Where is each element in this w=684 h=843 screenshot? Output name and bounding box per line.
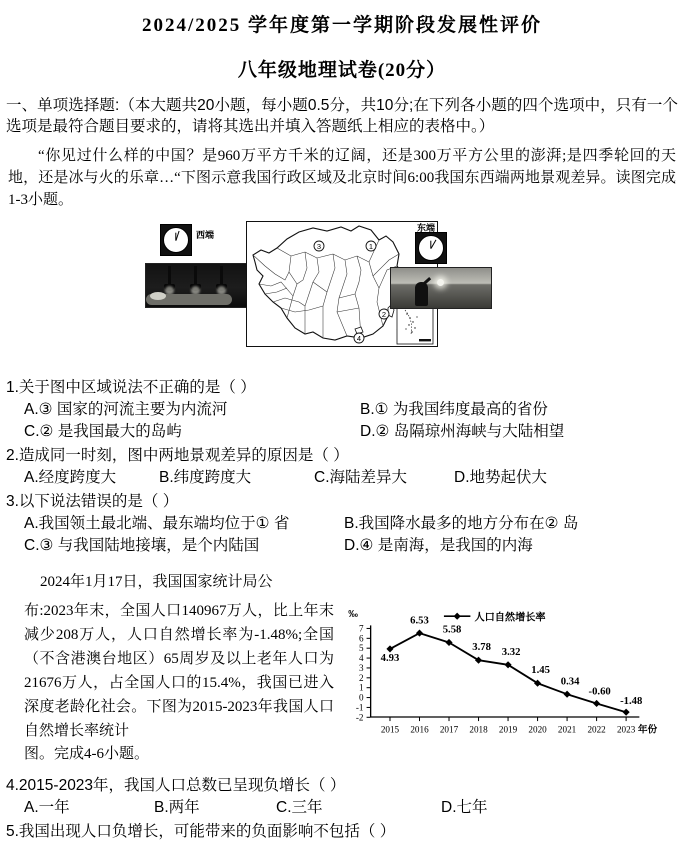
- svg-text:2022: 2022: [587, 724, 606, 735]
- chart-label-2018: 3.78: [472, 640, 491, 653]
- svg-text:-2: -2: [355, 712, 364, 723]
- svg-text:2015: 2015: [380, 724, 400, 735]
- svg-text:2019: 2019: [498, 724, 518, 735]
- chart-x-labels: [381, 723, 658, 735]
- question-1-stem: 1.关于图中区域说法不正确的是（ ）: [6, 379, 256, 396]
- question-2-option-c[interactable]: C.海陆差异大: [314, 469, 408, 486]
- chart-legend: [444, 610, 546, 623]
- chart-svg: [334, 603, 674, 746]
- question-group-1-3: [0, 377, 684, 557]
- question-1-options-row-1: [6, 399, 678, 421]
- question-4-stem: 4.2015-2023年，我国人口总数已呈现负增长（ ）: [6, 777, 346, 794]
- svg-text:3: 3: [316, 242, 322, 251]
- question-2-option-b[interactable]: B.纬度跨度大: [159, 469, 252, 486]
- question-group-4-5: [0, 775, 684, 843]
- chart-x-axis-title: 年份: [637, 724, 658, 736]
- question-1-option-a[interactable]: A.③ 国家的河流主要为内流河: [24, 401, 228, 418]
- question-1-options-row-2: [6, 421, 678, 443]
- label-west-end: 西端: [196, 230, 215, 240]
- svg-text:1: 1: [358, 682, 364, 693]
- question-2-option-a[interactable]: A.经度跨度大: [24, 469, 117, 486]
- chart-label-2015: 4.93: [380, 652, 400, 665]
- svg-text:2017: 2017: [439, 724, 459, 735]
- svg-text:1: 1: [368, 242, 374, 251]
- material-1-text: “你见过什么样的中国？是960万平方千米的辽阔，还是300万平方公里的澎湃;是四季轮回的天地，还是冰与火的乐章…“下图示意我国行政区域及北京时间6:00我国东西端两地景观差异。读图完成1-3小题。: [8, 148, 676, 208]
- question-1-option-d[interactable]: D.② 岛隔琼州海峡与大陆相望: [360, 423, 565, 440]
- material-2-block: [0, 599, 684, 743]
- question-2-option-d[interactable]: D.地势起伏大: [454, 469, 548, 486]
- material-2-lead: 2024年1月17日，我国国家统计局公: [40, 574, 273, 590]
- chart-label-2019: 3.32: [501, 645, 521, 658]
- question-4-option-b[interactable]: B.两年: [154, 799, 200, 816]
- svg-text:2: 2: [381, 310, 387, 319]
- question-3-stem: 3.以下说法错误的是（ ）: [6, 493, 179, 510]
- question-4-options: [6, 797, 678, 819]
- clock-west-icon: [160, 224, 192, 256]
- chart-y-ticks: [356, 624, 371, 723]
- svg-text:5: 5: [358, 643, 364, 654]
- question-3-options-row-2: [6, 535, 678, 557]
- population-growth-rate-chart: [334, 603, 674, 743]
- svg-text:4: 4: [358, 653, 364, 664]
- chart-label-2017: 5.58: [442, 623, 462, 636]
- question-3-options-row-1: [6, 513, 678, 535]
- chart-label-2016: 6.53: [410, 614, 429, 627]
- question-4-option-c[interactable]: C.三年: [276, 799, 323, 816]
- chart-legend-label: 人口自然增长率: [474, 612, 546, 624]
- svg-text:2016: 2016: [410, 724, 429, 735]
- chart-y-unit: ‰: [348, 609, 358, 621]
- question-3-option-d[interactable]: D.④ 是南海，是我国的内海: [344, 537, 533, 554]
- map-marker-4: [354, 333, 364, 343]
- map-marker-2: [379, 309, 389, 319]
- svg-text:2018: 2018: [469, 724, 488, 735]
- material-2-tail: 图。完成4-6小题。: [24, 746, 149, 762]
- question-4-option-d[interactable]: D.七年: [441, 799, 488, 816]
- chart-label-2020: 1.45: [531, 664, 550, 677]
- question-2-stem: 2.造成同一时刻，图中两地景观差异的原因是（ ）: [6, 447, 349, 464]
- question-3-option-c[interactable]: C.③ 与我国陆地接壤，是个内陆国: [24, 537, 260, 554]
- svg-text:2020: 2020: [528, 724, 547, 735]
- question-5-stem: 5.我国出现人口负增长，可能带来的负面影响不包括（ ）: [6, 823, 396, 840]
- svg-text:7: 7: [358, 623, 364, 634]
- svg-text:2021: 2021: [557, 724, 577, 735]
- page-title: 2024/2025 学年度第一学期阶段发展性评价: [141, 15, 543, 36]
- question-2-options: [6, 467, 678, 489]
- svg-text:4: 4: [356, 334, 362, 343]
- question-3-option-a[interactable]: A.我国领土最北端、最东端均位于① 省: [24, 515, 290, 532]
- svg-text:2: 2: [358, 672, 364, 683]
- section-1-heading: 一、单项选择题:（本大题共20小题，每小题0.5分，共10分;在下列各小题的四个选项中，只有一个选项是最符合题目要求的，请将其选出并填入答题纸上相应的表格中。）: [6, 97, 678, 135]
- svg-text:0: 0: [358, 692, 364, 703]
- clock-east-icon: [415, 232, 447, 264]
- chart-label-2021: 0.34: [560, 675, 580, 688]
- svg-text:3: 3: [358, 662, 364, 673]
- question-1-option-c[interactable]: C.② 是我国最大的岛屿: [24, 423, 182, 440]
- question-1-option-b[interactable]: B.① 为我国纬度最高的省份: [360, 401, 548, 418]
- svg-text:6: 6: [358, 633, 364, 644]
- photo-west-night-scene: [145, 263, 252, 308]
- question-4-option-a[interactable]: A.一年: [24, 799, 70, 816]
- chart-label-2023: -1.48: [620, 694, 643, 707]
- label-east-end: 东端: [417, 223, 436, 233]
- svg-text:2023: 2023: [616, 724, 636, 735]
- svg-text:-1: -1: [355, 702, 364, 713]
- figure-china-map: [0, 215, 684, 367]
- chart-data-labels: [381, 614, 643, 706]
- map-marker-1: [366, 241, 376, 251]
- page-subtitle: 八年级地理试卷(20分）: [237, 60, 447, 81]
- map-marker-3: [314, 241, 324, 251]
- material-2-body: 布:2023年末，全国人口140967万人，比上年末减少208万人，人口自然增长率为-1.48%;全国（不含港澳台地区）65周岁及以上老年人口为21676万人，占全国人口的15.4%，我国已进入深度老龄化社会。下图为2015-2023年我国人口自然增长率统计: [24, 603, 334, 739]
- photo-east-sunrise-scene: [390, 267, 492, 309]
- chart-label-2022: -0.60: [588, 685, 611, 698]
- question-3-option-b[interactable]: B.我国降水最多的地方分布在② 岛: [344, 515, 579, 532]
